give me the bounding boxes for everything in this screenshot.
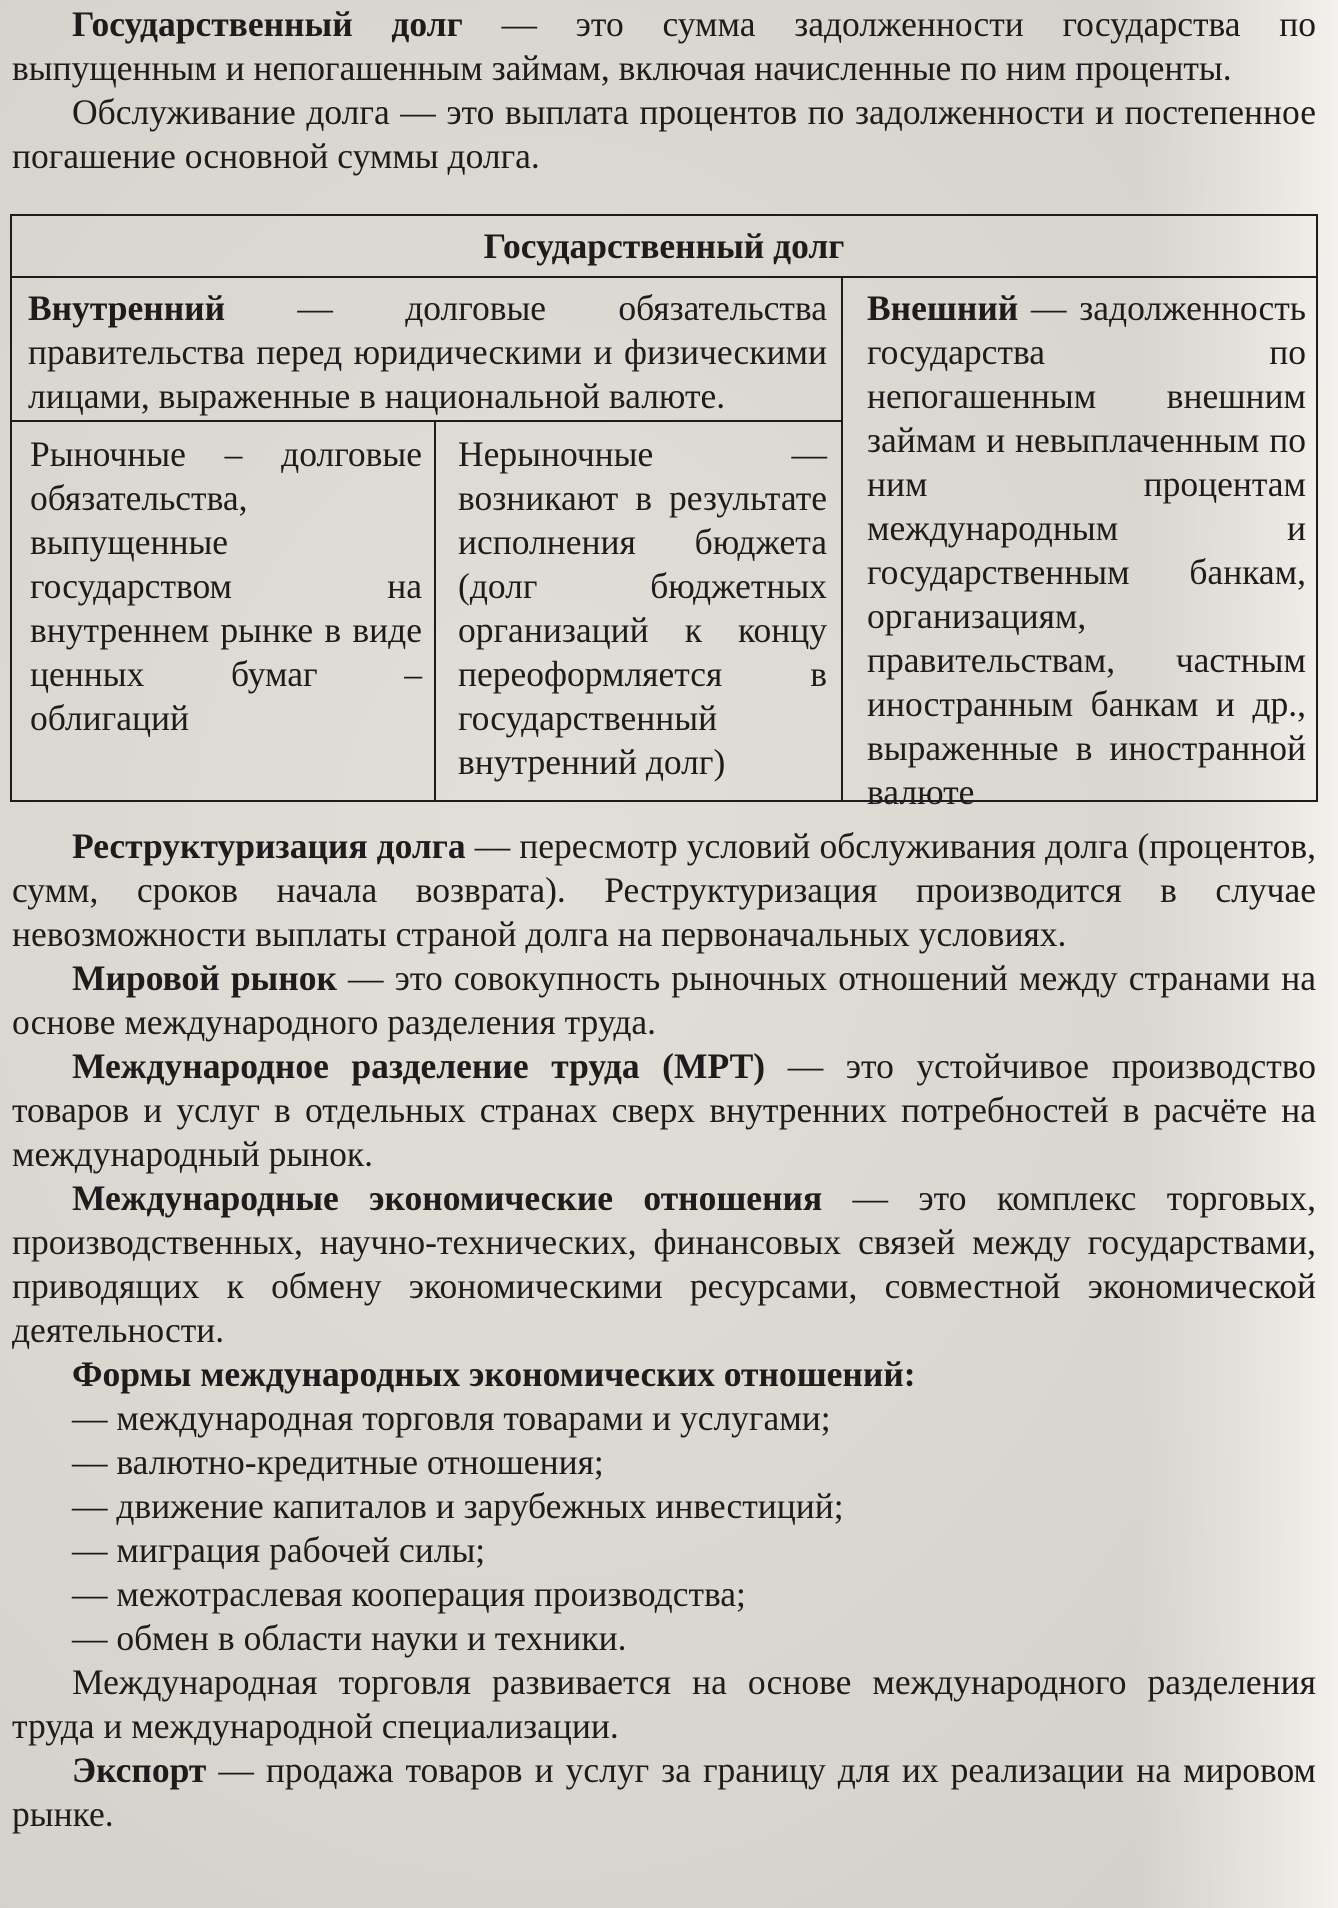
term-mrt: Международное разделение труда (МРТ)	[72, 1046, 766, 1086]
external-debt-term: Внешний	[867, 288, 1019, 328]
debt-table-title: Государственный долг	[12, 216, 1316, 278]
paragraph-mrt	[12, 1044, 1316, 1176]
list-item: — валютно-кредитные отношения;	[72, 1442, 604, 1482]
external-debt-definition: — задолженность государства по непогашенным внешним займам и невыплаченным по ним процентам международным и государственным банкам, организациям, правительствам, частным иностранным банкам и др., выраженные в иностранной валюте	[867, 288, 1306, 812]
market-debt-cell: Рыночные – долговые обязательства, выпущенные государством на внутреннем рынке в виде ценных бумаг – облигаций	[12, 422, 436, 800]
paragraph-export	[12, 1748, 1316, 1836]
paragraph-debt-service: Обслуживание долга — это выплата процентов по задолженности и постепенное погашение основной суммы долга.	[12, 92, 1316, 176]
list-item: — международная торговля товарами и услугами;	[72, 1398, 831, 1438]
paragraph-state-debt	[12, 2, 1316, 90]
internal-debt-term: Внутренний	[28, 288, 226, 328]
term-export: Экспорт	[72, 1750, 207, 1790]
internal-debt-cell	[12, 278, 843, 422]
forms-heading: Формы международных экономических отношений:	[72, 1354, 916, 1394]
list-item: — движение капиталов и зарубежных инвестиций;	[72, 1486, 844, 1526]
definition-mrt: — это устойчивое производство товаров и услуг в отдельных странах сверх внутренних потребностей в расчёте на международный рынок.	[12, 1046, 1316, 1174]
paragraph-trade: Международная торговля развивается на основе международного разделения труда и международной специализации.	[12, 1662, 1316, 1746]
definition-mer: — это комплекс торговых, производственных, научно-технических, финансовых связей между государствами, приводящих к обмену экономическими ресурсами, совместной экономической деятельности.	[12, 1178, 1316, 1350]
list-item: — межотраслевая кооперация производства;	[72, 1574, 746, 1614]
term-mer: Международные экономические отношения	[72, 1178, 823, 1218]
nonmarket-debt-cell: Нерыночные — возникают в результате исполнения бюджета (долг бюджетных организаций к концу переоформляется в государственный внутренний долг)	[436, 422, 843, 800]
definition-state-debt: — это сумма задолженности государства по выпущенным и непогашенным займам, включая начисленные по ним проценты.	[12, 4, 1317, 88]
forms-list	[12, 1396, 1316, 1660]
external-debt-cell	[843, 278, 1316, 812]
debt-table	[10, 214, 1318, 812]
term-world-market: Мировой рынок	[72, 958, 337, 998]
definition-world-market: — это совокупность рыночных отношений между странами на основе международного разделения труда.	[12, 958, 1316, 1042]
paragraph-restructuring	[12, 824, 1316, 956]
paragraph-world-market	[12, 956, 1316, 1044]
internal-debt-definition: — долговые обязательства правительства перед юридическими и физическими лицами, выраженные в национальной валюте.	[28, 288, 827, 416]
paragraph-mer	[12, 1176, 1316, 1352]
list-item: — обмен в области науки и техники.	[72, 1618, 627, 1658]
intro-block	[12, 2, 1316, 178]
body-block	[12, 824, 1316, 1836]
list-item: — миграция рабочей силы;	[72, 1530, 486, 1570]
term-restructuring: Реструктуризация долга	[72, 826, 466, 866]
definition-export: — продажа товаров и услуг за границу для их реализации на мировом рынке.	[12, 1750, 1316, 1834]
term-state-debt: Государственный долг	[72, 4, 463, 44]
definition-restructuring: — пересмотр условий обслуживания долга (процентов, сумм, сроков начала возврата). Реструктуризация производится в случае невозможности выплаты страной долга на первоначальных условиях.	[12, 826, 1316, 954]
